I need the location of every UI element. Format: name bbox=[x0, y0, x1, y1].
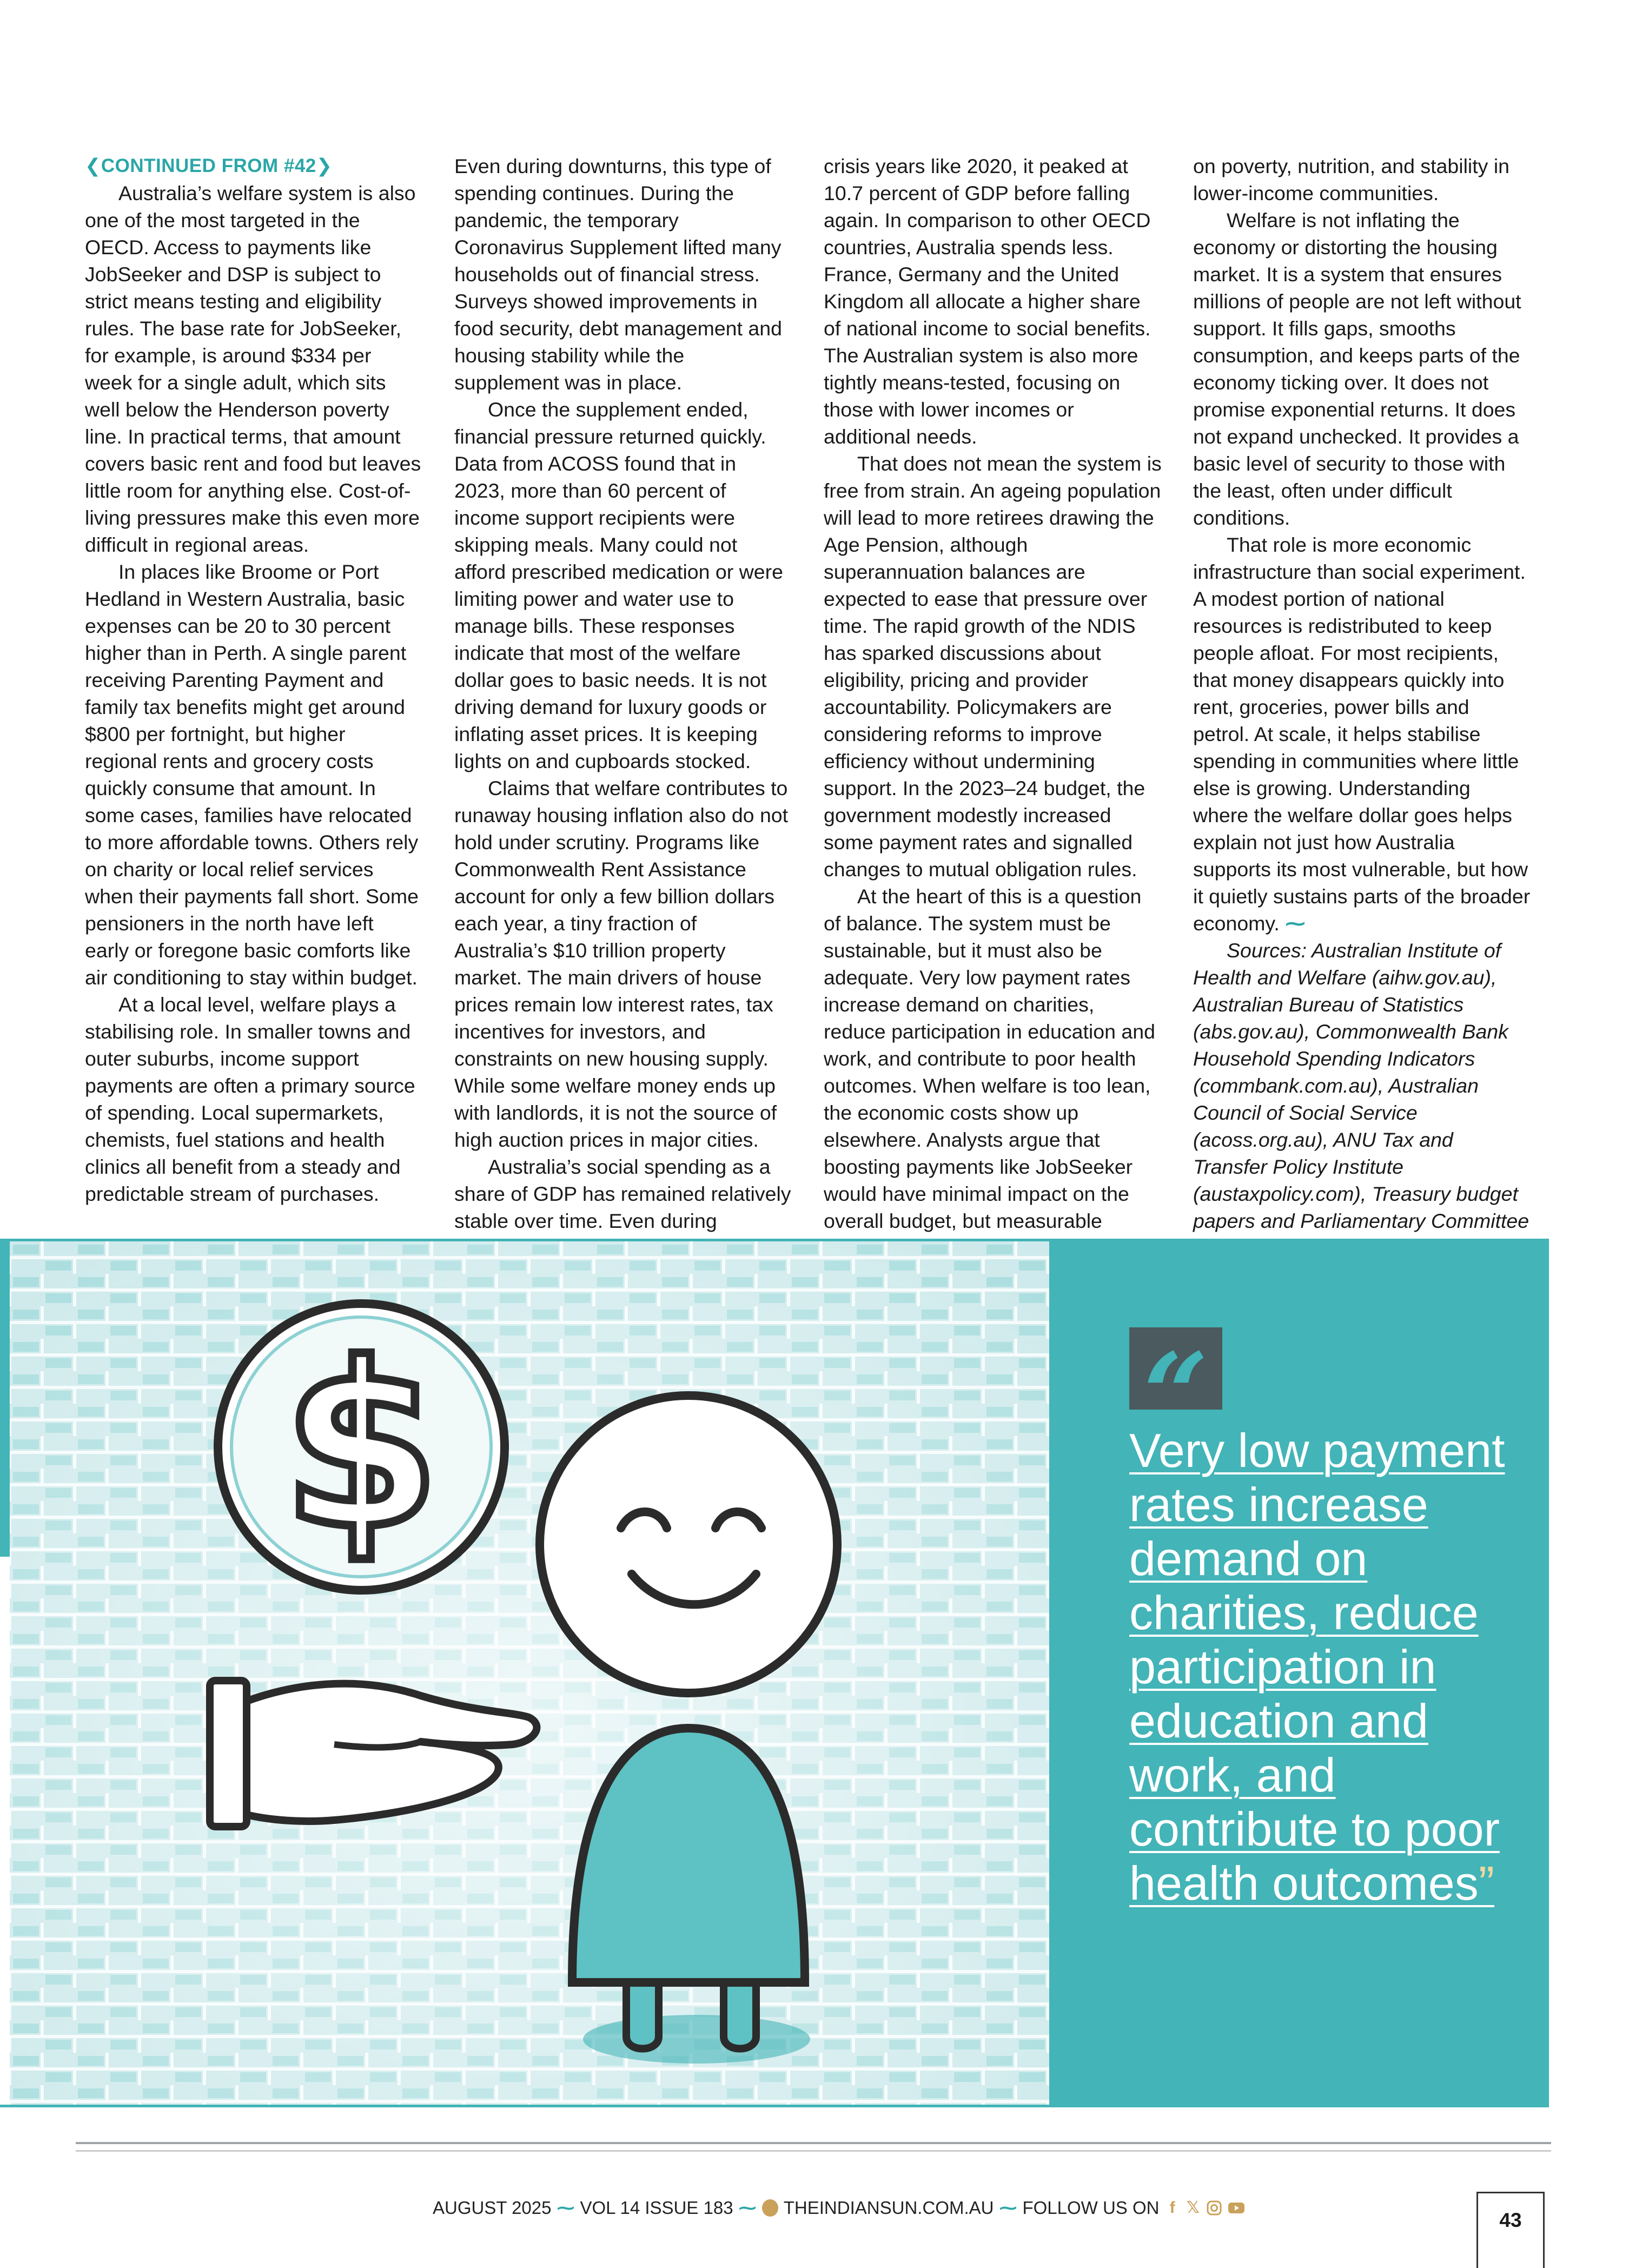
paragraph: Australia’s welfare system is also one of the most targeted in the OECD. Access to payments like JobSeeker and DSP is subject to strict means testing and eligibility rules. The base rate for JobSeeker, for example, is around $334 per week for a single adult, which sits well below the Henderson poverty line. In practical terms, that amount covers basic rent and food but leaves little room for anything else. Cost-of-living pressures make this even more difficult in regional areas. bbox=[85, 182, 421, 556]
footer-rule bbox=[76, 2142, 1551, 2144]
paragraph: on poverty, nutrition, and stability in lower-income communities. bbox=[1193, 155, 1510, 204]
column-3 bbox=[824, 153, 1162, 1234]
instagram-icon[interactable] bbox=[1206, 2200, 1222, 2216]
paragraph: crisis years like 2020, it peaked at 10.7 percent of GDP before falling again. In comparison to other OECD countries, Australia spends less. France, Germany and the United Kingdom all allocate a higher share of national income to social benefits. The Australian system is also more tightly means-tested, focusing on those with lower incomes or additional needs. bbox=[824, 155, 1151, 448]
separator-icon: ⁓ bbox=[999, 2198, 1017, 2218]
footer-bar bbox=[433, 2196, 1244, 2220]
facebook-icon[interactable]: f bbox=[1169, 2199, 1175, 2217]
paragraph: In places like Broome or Port Hedland in Western Australia, basic expenses can be 20 to 30 percent higher than in Perth. A single parent receiving Parenting Payment and family tax benefits might get around $800 per fortnight, but higher regional rents and grocery costs quickly consume that amount. In some cases, families have relocated to more affordable towns. Others rely on charity or local relief services when their payments fall short. Some pensioners in the north have left early or foregone basic comforts like air conditioning to stay within budget. bbox=[85, 560, 419, 989]
column-2 bbox=[454, 153, 792, 1234]
paragraph bbox=[1193, 531, 1531, 937]
dollar-sign-icon: $ bbox=[282, 1315, 441, 1579]
issue-date: AUGUST 2025 bbox=[433, 2198, 552, 2218]
globe-icon bbox=[762, 2199, 778, 2217]
column-1 bbox=[85, 153, 423, 1234]
sources-note: Sources: Australian Institute of Health and Welfare (aihw.gov.au), Australian Bureau of Statistics (abs.gov.au), Commonwealth Bank Household Spending Indicators (commbank.com.au), Australian Council of Social Service (acoss.org.au), ANU Tax and Transfer Policy Institute (austaxpolicy.com), Treasury budget papers and Parliamentary Committee bbox=[1193, 939, 1529, 1232]
paragraph-text: That role is more economic infrastructure than social experiment. A modest portion of national resources is redistributed to keep people afloat. For most recipients, that money disappears quickly into rent, groceries, power bills and petrol. At scale, it helps stabilise spending in communities where little else is growing. Understanding where the welfare dollar goes helps explain not just how Australia supports its most vulnerable, but how it quietly sustains parts of the broader economy. bbox=[1193, 533, 1531, 935]
paragraph: Once the supplement ended, financial pressure returned quickly. Data from ACOSS found that in 2023, more than 60 percent of income support recipients were skipping meals. Many could not afford prescribed medication or were limiting power and water use to manage bills. These responses indicate that most of the welfare dollar goes to basic needs. It is not driving demand for luxury goods or inflating asset prices. It is keeping lights on and cupboards stocked. bbox=[454, 398, 783, 772]
page-number: 43 bbox=[1476, 2192, 1545, 2268]
paragraph: Claims that welfare contributes to runaway housing inflation also do not hold under scrutiny. Programs like Commonwealth Rent Assistance account for only a few billion dollars each year, a tiny fraction of Australia’s $10 trillion property market. The main drivers of house prices remain low interest rates, tax incentives for investors, and constraints on new housing supply. While some welfare money ends up with landlords, it is not the source of high auction prices in major cities. bbox=[454, 777, 789, 1151]
paragraph: Australia’s social spending as a share of GDP has remained relatively stable over time. Even during bbox=[454, 1155, 791, 1232]
pull-quote bbox=[1129, 1424, 1519, 1910]
issue-number: VOL 14 ISSUE 183 bbox=[580, 2198, 733, 2218]
quote-close-icon: ” bbox=[1478, 1856, 1495, 1910]
footer-rule-thin bbox=[76, 2150, 1551, 2152]
paragraph: That does not mean the system is free from strain. An ageing population will lead to more retirees drawing the Age Pension, although superannuation balances are expected to ease that pressure over time. The rapid growth of the NDIS has sparked discussions about eligibility, pricing and provider accountability. Policymakers are considering reforms to improve efficiency without undermining support. In the 2023–24 budget, the government modestly increased some payment rates and signalled changes to mutual obligation rules. bbox=[824, 452, 1162, 881]
continued-from-label[interactable]: ❮CONTINUED FROM #42❯ bbox=[85, 155, 333, 176]
paragraph: At the heart of this is a question of balance. The system must be sustainable, but it must also be adequate. Very low payment rates increase demand on charities, reduce participation in education and work, and contribute to poor health outcomes. When welfare is too lean, the economic costs show up elsewhere. Analysts argue that boosting payments like JobSeeker would have minimal impact on the overall budget, but measurable bbox=[824, 885, 1155, 1232]
column-4 bbox=[1193, 153, 1531, 1234]
paragraph: At a local level, welfare plays a stabilising role. In smaller towns and outer suburbs, income support payments are often a primary source of spending. Local supermarkets, chemists, fuel stations and health clinics all benefit from a steady and predictable stream of purchases. bbox=[85, 993, 415, 1205]
youtube-icon[interactable] bbox=[1228, 2200, 1244, 2216]
article-body bbox=[85, 153, 1535, 1234]
pull-quote-text: Very low payment rates increase demand on charities, reduce participation in education and work, and contribute to poor health outcomes bbox=[1129, 1424, 1505, 1910]
quote-mark-icon: “ bbox=[1129, 1327, 1222, 1410]
coin-icon bbox=[218, 1304, 505, 1590]
paragraph: Welfare is not inflating the economy or distorting the housing market. It is a system that ensures millions of people are not left without support. It fills gaps, smooths consumption, and keeps parts of the economy ticking over. It does not promise exponential returns. It does not expand unchecked. It provides a basic level of security to those with the least, often under difficult conditions. bbox=[1193, 209, 1521, 529]
separator-icon: ⁓ bbox=[738, 2198, 757, 2218]
end-mark-icon: ⁓ bbox=[1285, 912, 1306, 935]
website-link[interactable]: THEINDIANSUN.COM.AU bbox=[783, 2198, 994, 2218]
welfare-illustration bbox=[10, 1241, 1049, 2105]
paragraph: Even during downturns, this type of spending continues. During the pandemic, the temporary Coronavirus Supplement lifted many households out of financial stress. Surveys showed improvements in food security, debt management and housing stability while the supplement was in place. bbox=[454, 155, 782, 394]
illustration-svg bbox=[10, 1241, 1049, 2105]
x-icon[interactable]: 𝕏 bbox=[1186, 2199, 1200, 2217]
separator-icon: ⁓ bbox=[557, 2198, 575, 2218]
follow-label: FOLLOW US ON bbox=[1022, 2198, 1160, 2218]
